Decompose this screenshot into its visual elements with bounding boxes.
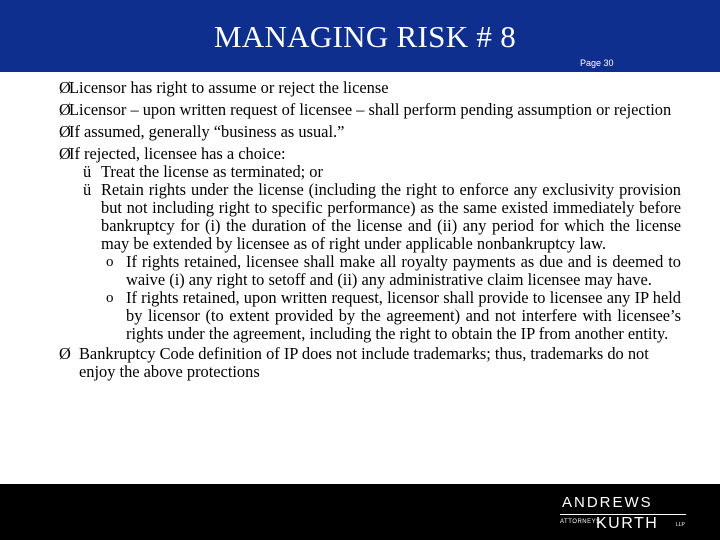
logo-llp: LLP xyxy=(676,522,685,528)
arrow-bullet-icon: Ø xyxy=(59,78,71,97)
sub-bullet-text: Treat the license as terminated; or xyxy=(101,162,323,181)
sub-sub-bullet-text: If rights retained, licensee shall make all royalty payments as due and is deemed to waive (i) any right to setoff and (ii) any administrative claim licensee may have. xyxy=(126,252,681,289)
arrow-bullet-icon: Ø xyxy=(59,344,71,363)
arrow-bullet-icon: Ø xyxy=(59,122,71,141)
sub-bullet-item xyxy=(59,181,681,253)
slide-body xyxy=(59,79,681,385)
bullet-item xyxy=(59,101,681,119)
sub-bullet-item xyxy=(59,163,681,181)
logo-andrews: ANDREWS xyxy=(562,494,653,511)
bullet-text: Bankruptcy Code definition of IP does not include trademarks; thus, trademarks do not enjoy the above protections xyxy=(79,344,649,381)
bullet-item xyxy=(59,123,681,141)
slide-title: MANAGING RISK # 8 xyxy=(213,19,517,54)
circle-bullet-icon: o xyxy=(106,254,114,270)
sub-sub-bullet-text: If rights retained, upon written request, licensor shall provide to licensee any IP held by licensor (to extent provided by the agreement) and not interfere with licensee’s rights under the agreement, including the right to obtain the IP from another entity. xyxy=(126,288,681,343)
logo-attorneys: ATTORNEYS xyxy=(560,519,601,525)
bullet-text: Licensor – upon written request of licensee – shall perform pending assumption or rejection xyxy=(69,100,672,119)
bullet-text: If rejected, licensee has a choice: xyxy=(69,144,286,163)
check-bullet-icon: ü xyxy=(83,162,92,181)
bullet-item xyxy=(59,145,681,163)
sub-sub-bullet-item xyxy=(59,289,681,343)
logo-kurth: KURTH xyxy=(596,515,659,532)
bullet-item xyxy=(59,79,681,97)
sub-bullet-text: Retain rights under the license (including the right to enforce any exclusivity provision but not including right to specific performance) as the same existed immediately before bankruptcy for (i) the duration of the license and (ii) any period for which the license may be extended by licensee as of right under applicable nonbankruptcy law. xyxy=(101,180,681,253)
bullet-text: If assumed, generally “business as usual.” xyxy=(69,122,345,141)
check-bullet-icon: ü xyxy=(83,180,92,199)
bullet-item xyxy=(59,345,681,381)
firm-logo xyxy=(560,494,690,534)
circle-bullet-icon: o xyxy=(106,290,114,306)
sub-sub-bullet-item xyxy=(59,253,681,289)
arrow-bullet-icon: Ø xyxy=(59,144,71,163)
arrow-bullet-icon: Ø xyxy=(59,100,71,119)
bullet-text: Licensor has right to assume or reject the license xyxy=(69,78,389,97)
title-bar xyxy=(0,0,720,72)
page-number: Page 30 xyxy=(580,58,614,68)
